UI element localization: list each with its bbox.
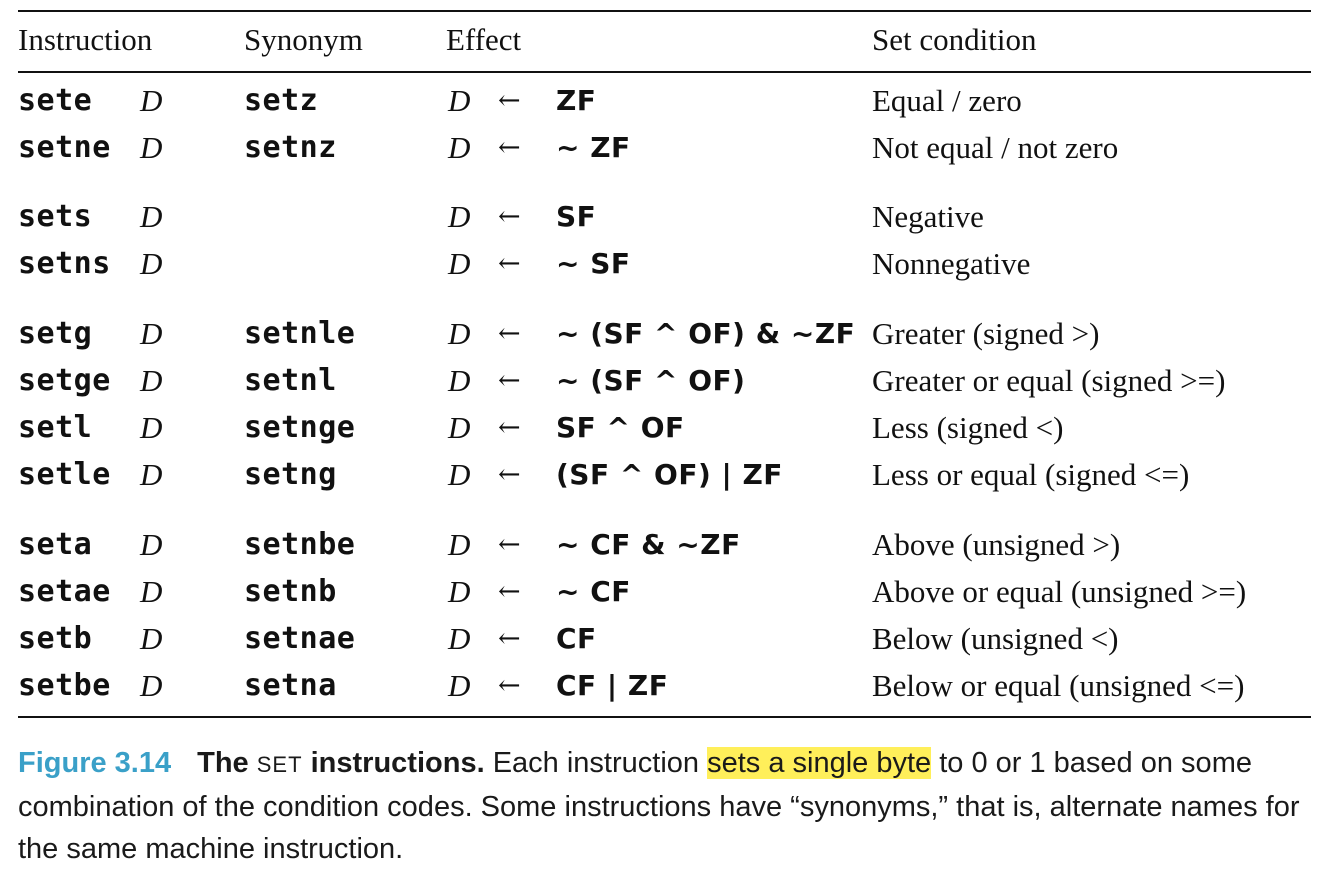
table-bottom-rule: [18, 716, 1311, 718]
assign-arrow-icon: ←: [498, 132, 521, 163]
instruction-cell: setl: [18, 410, 93, 445]
effect-expr-cell: ~ (SF ^ OF) & ~ZF: [556, 317, 856, 350]
assign-arrow-icon: ←: [498, 201, 521, 232]
condition-cell: Above or equal (unsigned >=): [872, 574, 1247, 609]
condition-cell: Greater or equal (signed >=): [872, 363, 1226, 398]
table-row: [18, 194, 1311, 240]
synonym-cell: setnae: [244, 621, 356, 656]
synonym-cell: setnz: [244, 130, 337, 165]
instruction-cell: setle: [18, 457, 111, 492]
synonym-cell: setz: [244, 83, 319, 118]
condition-cell: Equal / zero: [872, 83, 1022, 118]
effect-dest-cell: D: [448, 130, 471, 165]
synonym-cell: setnl: [244, 363, 337, 398]
figure-number: Figure 3.14: [18, 747, 172, 779]
synonym-cell: setng: [244, 457, 337, 492]
condition-cell: Below or equal (unsigned <=): [872, 668, 1245, 703]
instruction-cell: setge: [18, 363, 111, 398]
instruction-cell: setne: [18, 130, 111, 165]
table-row: [18, 522, 1311, 568]
instruction-cell: setae: [18, 574, 111, 609]
effect-expr-cell: CF: [556, 622, 597, 655]
instruction-cell: setbe: [18, 668, 111, 703]
effect-dest-cell: D: [448, 199, 471, 234]
operand-cell: D: [140, 83, 163, 118]
instruction-cell: seta: [18, 527, 93, 562]
header-instruction: Instruction: [18, 22, 153, 57]
caption-text-after: to 0 or 1 based on some combination of the condition codes. Some instructions have “synonyms,” that is, alternate names for the same machine instruction.: [18, 747, 1300, 865]
operand-cell: D: [140, 199, 163, 234]
header-synonym: Synonym: [244, 22, 363, 57]
figure-title-smallcaps: SET: [256, 752, 303, 777]
header-set-condition: Set condition: [872, 22, 1037, 57]
operand-cell: D: [140, 527, 163, 562]
assign-arrow-icon: ←: [498, 529, 521, 560]
effect-dest-cell: D: [448, 410, 471, 445]
table-row: [18, 78, 1311, 124]
assign-arrow-icon: ←: [498, 576, 521, 607]
table-row: [18, 405, 1311, 451]
operand-cell: D: [140, 130, 163, 165]
assign-arrow-icon: ←: [498, 670, 521, 701]
set-instructions-table: [18, 0, 1311, 720]
assign-arrow-icon: ←: [498, 85, 521, 116]
operand-cell: D: [140, 457, 163, 492]
condition-cell: Less (signed <): [872, 410, 1064, 445]
table-row: [18, 125, 1311, 171]
effect-expr-cell: SF: [556, 200, 597, 233]
effect-dest-cell: D: [448, 457, 471, 492]
synonym-cell: setnb: [244, 574, 337, 609]
operand-cell: D: [140, 574, 163, 609]
operand-cell: D: [140, 621, 163, 656]
synonym-cell: setnbe: [244, 527, 356, 562]
synonym-cell: setnle: [244, 316, 356, 351]
caption-highlight: sets a single byte: [707, 747, 932, 779]
condition-cell: Nonnegative: [872, 246, 1031, 281]
table-top-rule: [18, 10, 1311, 12]
condition-cell: Below (unsigned <): [872, 621, 1119, 656]
table-row: [18, 452, 1311, 498]
operand-cell: D: [140, 246, 163, 281]
condition-cell: Greater (signed >): [872, 316, 1100, 351]
assign-arrow-icon: ←: [498, 318, 521, 349]
table-row: [18, 311, 1311, 357]
effect-expr-cell: SF ^ OF: [556, 411, 685, 444]
effect-expr-cell: ZF: [556, 84, 597, 117]
effect-expr-cell: CF | ZF: [556, 669, 669, 702]
table-row: [18, 569, 1311, 615]
figure-title-post: instructions.: [310, 747, 485, 779]
effect-dest-cell: D: [448, 668, 471, 703]
effect-expr-cell: ~ CF & ~ZF: [556, 528, 741, 561]
effect-dest-cell: D: [448, 83, 471, 118]
effect-expr-cell: ~ (SF ^ OF): [556, 364, 746, 397]
synonym-cell: setna: [244, 668, 337, 703]
table-row: [18, 358, 1311, 404]
instruction-cell: setns: [18, 246, 111, 281]
instruction-cell: setg: [18, 316, 93, 351]
instruction-cell: sets: [18, 199, 93, 234]
table-row: [18, 616, 1311, 662]
condition-cell: Negative: [872, 199, 984, 234]
header-effect: Effect: [446, 22, 522, 57]
assign-arrow-icon: ←: [498, 412, 521, 443]
figure-caption: [18, 742, 1308, 870]
effect-expr-cell: ~ SF: [556, 247, 631, 280]
condition-cell: Less or equal (signed <=): [872, 457, 1190, 492]
condition-cell: Not equal / not zero: [872, 130, 1119, 165]
effect-dest-cell: D: [448, 621, 471, 656]
condition-cell: Above (unsigned >): [872, 527, 1121, 562]
assign-arrow-icon: ←: [498, 248, 521, 279]
operand-cell: D: [140, 410, 163, 445]
effect-dest-cell: D: [448, 316, 471, 351]
synonym-cell: setnge: [244, 410, 356, 445]
effect-dest-cell: D: [448, 363, 471, 398]
operand-cell: D: [140, 363, 163, 398]
caption-text-before: Each instruction: [492, 747, 700, 779]
effect-expr-cell: ~ CF: [556, 575, 631, 608]
effect-dest-cell: D: [448, 574, 471, 609]
effect-dest-cell: D: [448, 527, 471, 562]
assign-arrow-icon: ←: [498, 365, 521, 396]
instruction-cell: setb: [18, 621, 93, 656]
operand-cell: D: [140, 668, 163, 703]
table-row: [18, 241, 1311, 287]
operand-cell: D: [140, 316, 163, 351]
assign-arrow-icon: ←: [498, 459, 521, 490]
table-row: [18, 663, 1311, 709]
effect-expr-cell: ~ ZF: [556, 131, 631, 164]
instruction-cell: sete: [18, 83, 93, 118]
assign-arrow-icon: ←: [498, 623, 521, 654]
table-header-rule: [18, 71, 1311, 73]
effect-dest-cell: D: [448, 246, 471, 281]
figure-title-pre: The: [197, 747, 249, 779]
figure-title: [197, 747, 485, 779]
effect-expr-cell: (SF ^ OF) | ZF: [556, 458, 783, 491]
